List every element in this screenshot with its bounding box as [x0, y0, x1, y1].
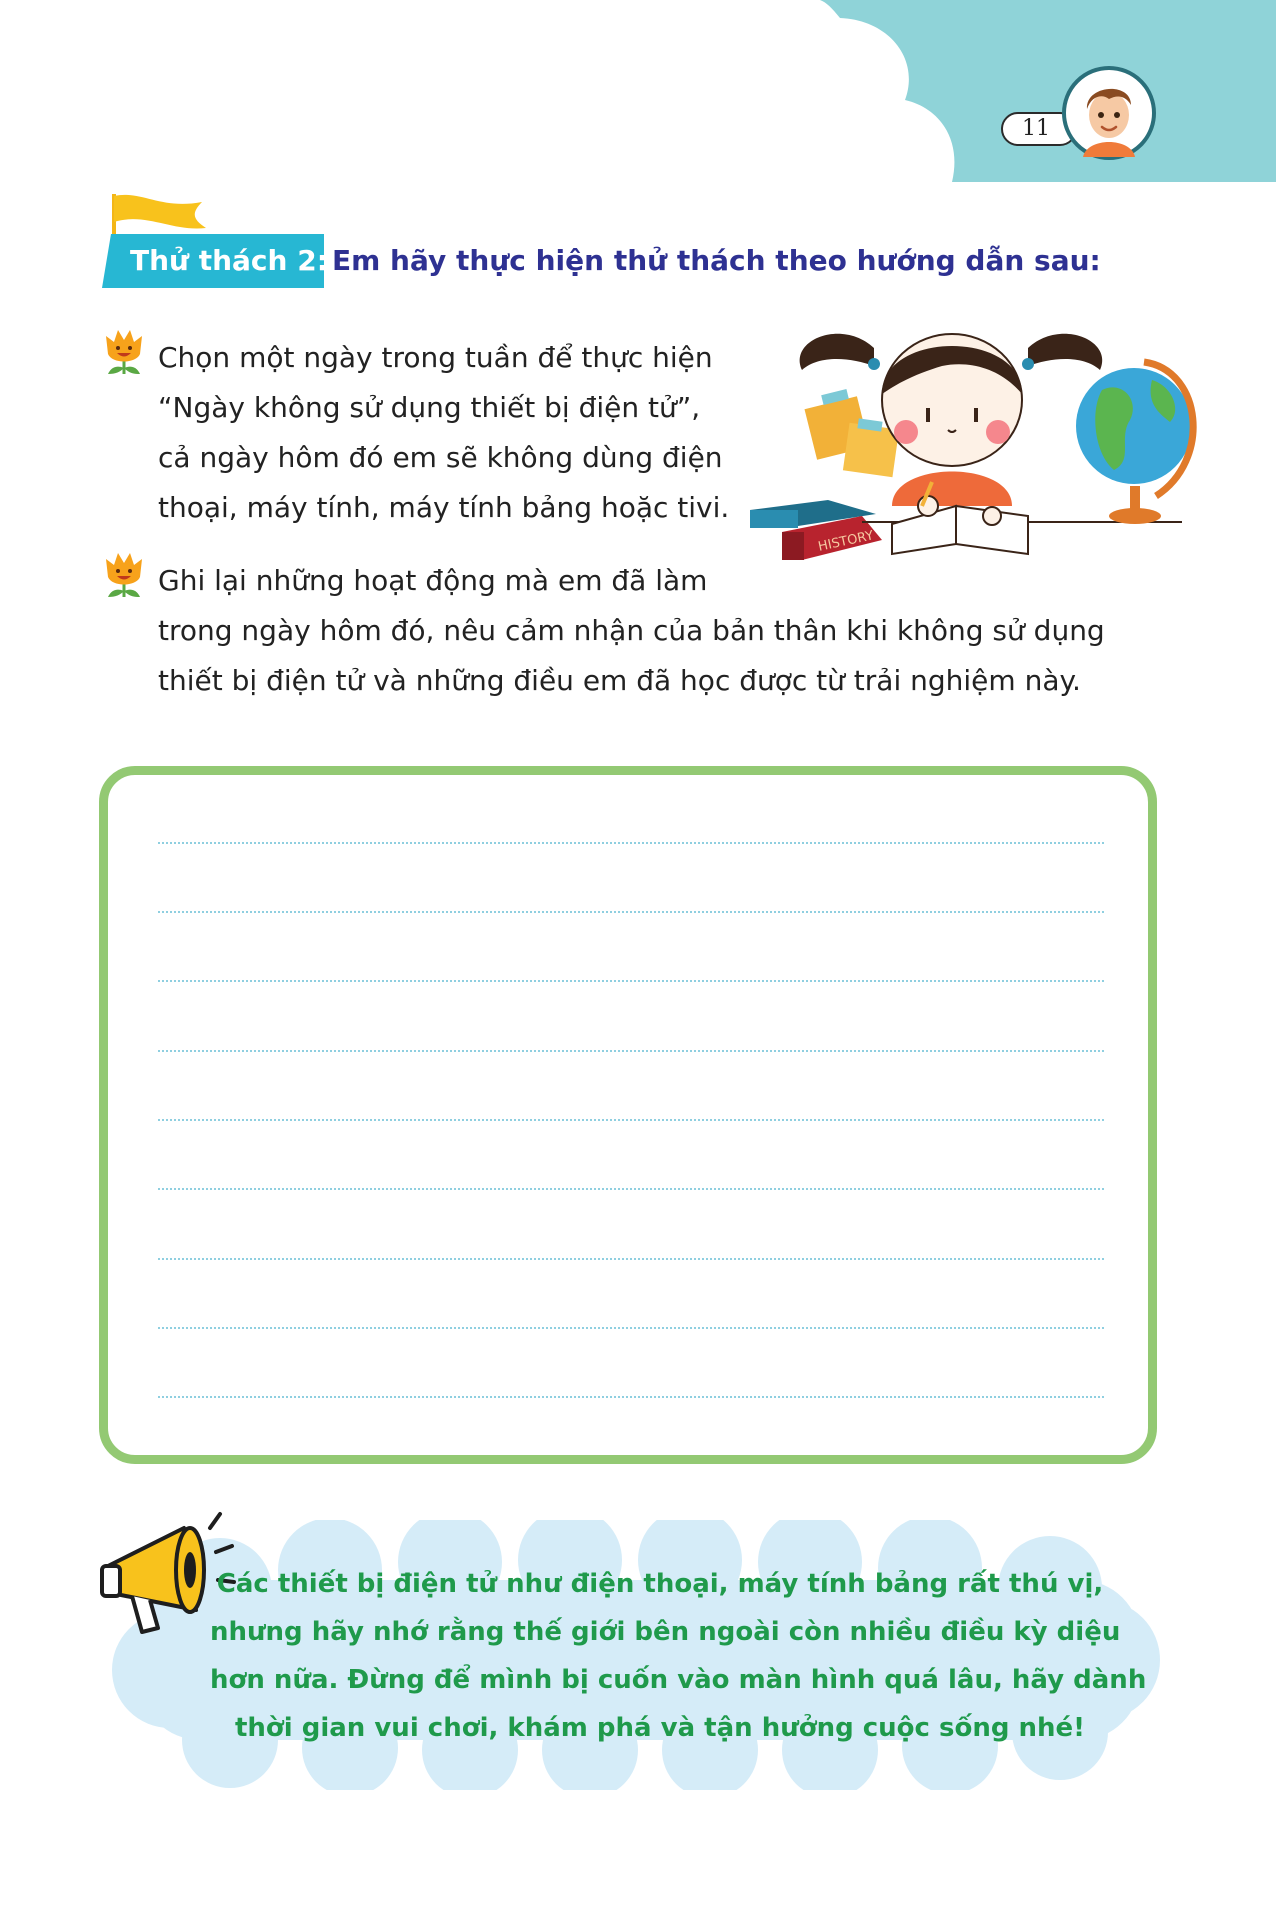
tip-line-2: nhưng hãy nhớ rằng thế giới bên ngoài còn nhiều điều kỳ diệu [210, 1617, 1121, 1647]
writing-line[interactable] [158, 1327, 1104, 1329]
boy-avatar [1061, 65, 1157, 161]
bullet-1-line-2: “Ngày không sử dụng thiết bị điện tử”, [158, 391, 701, 424]
tip-text [210, 1560, 1147, 1752]
bullet-2-line-2: trong ngày hôm đó, nêu cảm nhận của bản thân khi không sử dụng [158, 614, 1105, 647]
writing-box[interactable] [99, 766, 1157, 1464]
bullet-2-line-3: thiết bị điện tử và những điều em đã học được từ trải nghiệm này. [158, 664, 1081, 697]
writing-line[interactable] [158, 842, 1104, 844]
writing-line[interactable] [158, 911, 1104, 913]
flower-bullet-icon [100, 551, 148, 603]
flower-bullet-icon [100, 328, 148, 380]
bullet-1-line-4: thoại, máy tính, máy tính bảng hoặc tivi. [158, 491, 730, 524]
bullet-paragraph-1 [158, 333, 729, 533]
bullet-paragraph-2 [158, 556, 1105, 706]
tip-line-3: hơn nữa. Đừng để mình bị cuốn vào màn hình quá lâu, hãy dành [210, 1665, 1147, 1695]
writing-line[interactable] [158, 980, 1104, 982]
bullet-2-line-1: Ghi lại những hoạt động mà em đã làm [158, 564, 708, 597]
challenge-tag-label: Thử thách 2: [130, 244, 328, 277]
challenge-heading: Em hãy thực hiện thử thách theo hướng dẫn sau: [332, 244, 1101, 277]
bullet-1-line-3: cả ngày hôm đó em sẽ không dùng điện [158, 441, 723, 474]
page-number: 11 [1022, 116, 1050, 141]
writing-line[interactable] [158, 1396, 1104, 1398]
tip-line-1: Các thiết bị điện tử như điện thoại, máy tính bảng rất thú vị, [216, 1569, 1104, 1599]
book-label: HISTORY [816, 528, 875, 555]
writing-line[interactable] [158, 1050, 1104, 1052]
bullet-1-line-1: Chọn một ngày trong tuần để thực hiện [158, 341, 713, 374]
writing-line[interactable] [158, 1119, 1104, 1121]
girl-illustration [742, 310, 1210, 570]
writing-line[interactable] [158, 1188, 1104, 1190]
tip-line-4: thời gian vui chơi, khám phá và tận hưởng cuộc sống nhé! [234, 1713, 1086, 1743]
writing-line[interactable] [158, 1258, 1104, 1260]
